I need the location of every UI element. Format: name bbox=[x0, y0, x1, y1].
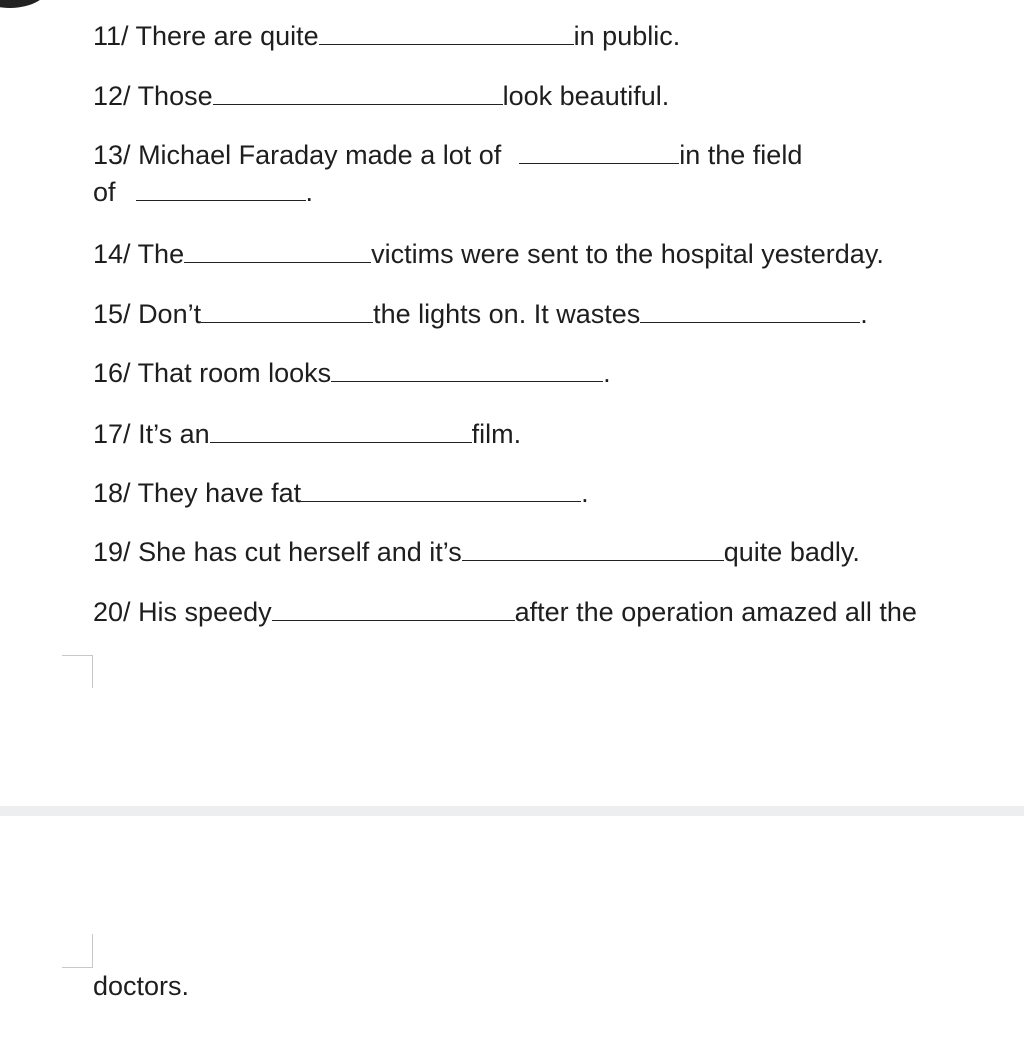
answer-blank[interactable] bbox=[519, 139, 679, 164]
question-text: . bbox=[305, 177, 314, 207]
question-text: quite badly. bbox=[723, 537, 860, 567]
question-text: Michael Faraday made a lot of bbox=[138, 140, 502, 170]
question-number: 16/ bbox=[93, 358, 131, 388]
question-number: 11/ bbox=[93, 21, 129, 51]
question-text: His speedy bbox=[138, 597, 272, 627]
question-text: in the field bbox=[679, 140, 803, 170]
answer-blank[interactable] bbox=[136, 176, 306, 201]
answer-blank[interactable] bbox=[331, 357, 603, 382]
question-11 bbox=[93, 20, 680, 52]
answer-blank[interactable] bbox=[462, 536, 724, 561]
question-text: the lights on. It wastes bbox=[373, 299, 641, 329]
question-text: That room looks bbox=[137, 358, 332, 388]
question-number: 17/ bbox=[93, 419, 131, 449]
question-13-continuation bbox=[93, 176, 313, 208]
question-number: 12/ bbox=[93, 81, 131, 111]
question-text: doctors. bbox=[93, 971, 190, 1001]
question-19 bbox=[93, 536, 860, 568]
question-20 bbox=[93, 596, 917, 628]
question-text: in public. bbox=[573, 21, 681, 51]
question-number: 13/ bbox=[93, 140, 131, 170]
question-18 bbox=[93, 477, 589, 509]
answer-blank[interactable] bbox=[301, 477, 581, 502]
question-12 bbox=[93, 80, 669, 112]
question-20-continuation bbox=[93, 970, 189, 1002]
page-corner-mark bbox=[62, 934, 93, 968]
page-break-separator bbox=[0, 806, 1024, 816]
question-text: . bbox=[603, 358, 611, 388]
question-16 bbox=[93, 357, 611, 389]
question-number: 18/ bbox=[93, 478, 131, 508]
answer-blank[interactable] bbox=[210, 418, 472, 443]
answer-blank[interactable] bbox=[213, 80, 503, 105]
question-number: 15/ bbox=[93, 299, 131, 329]
question-number: 14/ bbox=[93, 239, 131, 269]
question-text: . bbox=[860, 299, 868, 329]
question-17 bbox=[93, 418, 521, 450]
answer-blank[interactable] bbox=[184, 238, 371, 263]
question-text: victims were sent to the hospital yesterday. bbox=[371, 239, 884, 269]
question-13 bbox=[93, 139, 802, 171]
question-text: film. bbox=[471, 419, 522, 449]
question-text: of bbox=[93, 177, 116, 207]
question-text: Don’t bbox=[138, 299, 202, 329]
question-text: . bbox=[581, 478, 589, 508]
question-text: look beautiful. bbox=[502, 81, 670, 111]
answer-blank[interactable] bbox=[201, 298, 373, 323]
question-text: Those bbox=[137, 81, 213, 111]
corner-shadow bbox=[0, 0, 50, 8]
question-14 bbox=[93, 238, 884, 270]
question-15 bbox=[93, 298, 868, 330]
question-number: 20/ bbox=[93, 597, 131, 627]
answer-blank[interactable] bbox=[640, 298, 860, 323]
question-text: It’s an bbox=[138, 419, 210, 449]
question-text: There are quite bbox=[135, 21, 319, 51]
question-text: They have fat bbox=[137, 478, 302, 508]
question-text: The bbox=[137, 239, 185, 269]
answer-blank[interactable] bbox=[272, 596, 515, 621]
question-number: 19/ bbox=[93, 537, 131, 567]
page-corner-mark bbox=[62, 655, 93, 688]
question-text: after the operation amazed all the bbox=[514, 597, 917, 627]
question-text: She has cut herself and it’s bbox=[138, 537, 462, 567]
answer-blank[interactable] bbox=[319, 20, 574, 45]
